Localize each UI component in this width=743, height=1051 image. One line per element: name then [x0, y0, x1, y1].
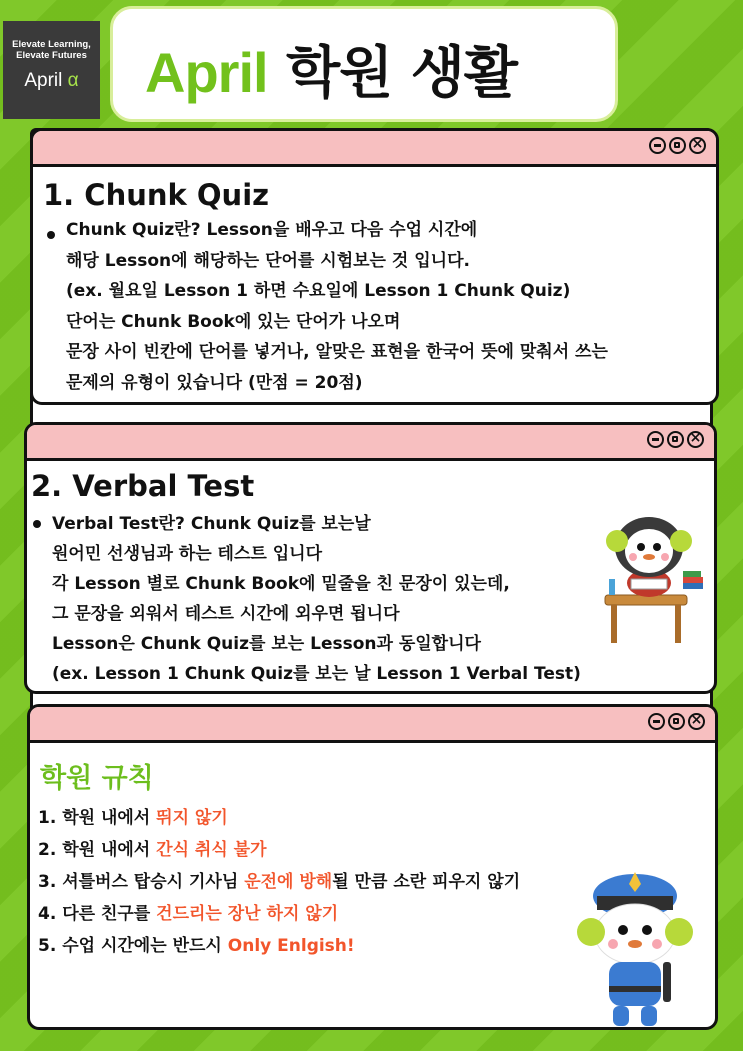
page-title-accent: April — [145, 41, 268, 104]
rule-text: 1. 학원 내에서 — [38, 808, 157, 828]
close-icon[interactable] — [689, 137, 706, 154]
section-body — [52, 509, 581, 689]
mascot-police-illustration — [575, 866, 693, 1031]
logo-alpha-symbol: α — [67, 70, 79, 91]
window-titlebar — [27, 425, 714, 461]
section-heading: 2. Verbal Test — [31, 469, 255, 503]
logo-name-text: April — [24, 70, 63, 91]
body-line: 문제의 유형이 있습니다 (만점 = 20점) — [66, 372, 363, 393]
rule-item — [38, 835, 267, 860]
body-line: 문장 사이 빈칸에 단어를 넣거나, 알맞은 표현을 한국어 뜻에 맞춰서 쓰는 — [66, 342, 608, 363]
brand-logo — [3, 21, 100, 119]
rule-item — [38, 899, 338, 924]
body-line: (ex. 월요일 Lesson 1 하면 수요일에 Lesson 1 Chunk Quiz) — [66, 281, 571, 302]
minimize-icon[interactable] — [648, 713, 665, 730]
section-heading: 1. Chunk Quiz — [43, 178, 270, 212]
window-titlebar — [33, 131, 716, 167]
rule-highlight: 운전에 방해 — [244, 872, 333, 892]
rule-highlight: 간식 취식 불가 — [156, 840, 267, 860]
minimize-icon[interactable] — [647, 431, 664, 448]
minimize-icon[interactable] — [649, 137, 666, 154]
rule-item — [38, 803, 228, 828]
rule-text: 5. 수업 시간에는 반드시 — [38, 936, 228, 956]
rule-highlight: 건드리는 장난 하지 않기 — [156, 904, 339, 924]
body-line: (ex. Lesson 1 Chunk Quiz를 보는 날 Lesson 1 Verbal Test) — [52, 664, 581, 684]
body-line: 원어민 선생님과 하는 테스트 입니다 — [52, 544, 323, 564]
chunk-quiz-window — [30, 128, 719, 405]
page-title-rest: 학원 생활 — [286, 41, 517, 106]
bullet-icon — [47, 231, 55, 239]
window-titlebar — [30, 707, 715, 743]
page-title — [145, 29, 517, 109]
body-line: Lesson은 Chunk Quiz를 보는 Lesson과 동일합니다 — [52, 634, 481, 654]
verbal-test-window — [24, 422, 717, 694]
body-line: Verbal Test란? Chunk Quiz를 보는날 — [52, 514, 371, 534]
rule-highlight: 뛰지 않기 — [156, 808, 228, 828]
body-line: 그 문장을 외워서 테스트 시간에 외우면 됩니다 — [52, 604, 400, 624]
logo-tagline-2: Elevate Futures — [16, 50, 87, 61]
maximize-icon[interactable] — [667, 431, 684, 448]
rule-item — [38, 931, 355, 956]
rule-text: 4. 다른 친구를 — [38, 904, 157, 924]
rule-item — [38, 867, 520, 892]
close-icon[interactable] — [688, 713, 705, 730]
rule-text: 3. 셔틀버스 탑승시 기사님 — [38, 872, 245, 892]
close-icon[interactable] — [687, 431, 704, 448]
rules-heading: 학원 규칙 — [40, 763, 154, 794]
body-line: 해당 Lesson에 해당하는 단어를 시험보는 것 입니다. — [66, 250, 470, 271]
logo-tagline-1: Elevate Learning, — [12, 39, 91, 50]
mascot-reading-illustration — [587, 513, 705, 648]
maximize-icon[interactable] — [669, 137, 686, 154]
title-banner — [110, 6, 618, 122]
body-line: Chunk Quiz란? Lesson을 배우고 다음 수업 시간에 — [66, 220, 478, 240]
section-body — [66, 215, 608, 399]
logo-name — [9, 70, 94, 92]
rule-text: 2. 학원 내에서 — [38, 840, 157, 860]
rule-text: 될 만큼 소란 피우지 않기 — [332, 872, 521, 892]
rule-highlight: Only Enlgish! — [227, 936, 355, 956]
body-line: 단어는 Chunk Book에 있는 단어가 나오며 — [66, 311, 401, 332]
maximize-icon[interactable] — [668, 713, 685, 730]
body-line: 각 Lesson 별로 Chunk Book에 밑줄을 친 문장이 있는데, — [52, 574, 510, 594]
bullet-icon — [33, 520, 41, 528]
